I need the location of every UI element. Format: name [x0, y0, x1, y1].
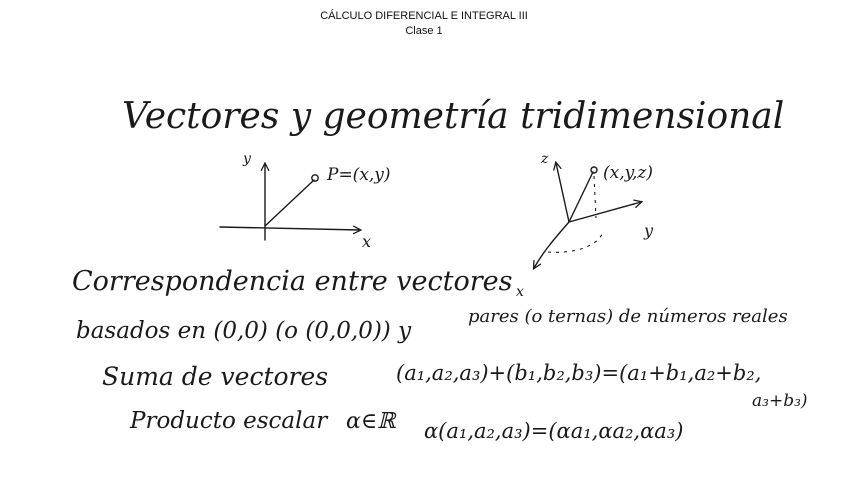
- note-line-producto: Producto escalar: [130, 408, 328, 434]
- position-vector-3d: [569, 172, 593, 222]
- note-line-suma-formula: (a₁,a₂,a₃)+(b₁,b₂,b₃)=(a₁+b₁,a₂+b₂,: [396, 361, 762, 385]
- z-label-3d: z: [541, 151, 549, 167]
- position-vector-2d: [265, 180, 314, 226]
- height-dashed: [594, 176, 596, 218]
- note-line-suma: Suma de vectores: [102, 362, 329, 391]
- point-label-3d: (x,y,z): [603, 163, 653, 183]
- note-line-pares: pares (o ternas) de números reales: [468, 306, 788, 327]
- z-axis-3d: [556, 163, 569, 222]
- projection-dashed: [548, 232, 603, 252]
- point-p: [312, 175, 318, 181]
- note-line-correspondencia: Correspondencia entre vectores: [72, 266, 513, 297]
- x-axis-2d: [220, 227, 360, 230]
- notes-title: Vectores y geometría tridimensional: [122, 96, 785, 137]
- note-line-producto-formula: α(a₁,a₂,a₃)=(αa₁,αa₂,αa₃): [424, 419, 684, 443]
- note-line-basados: basados en (0,0) (o (0,0,0)) y: [76, 318, 412, 344]
- y-axis-3d: [569, 202, 641, 222]
- y-label-3d: y: [644, 221, 654, 240]
- diagram-3d: [516, 151, 654, 300]
- course-title: CÁLCULO DIFERENCIAL E INTEGRAL III: [320, 10, 528, 22]
- point-xyz: [591, 167, 597, 173]
- x-axis-3d: [534, 222, 569, 268]
- x-label-3d: x: [516, 284, 524, 300]
- point-label-2d: P=(x,y): [327, 165, 391, 185]
- class-label: Clase 1: [405, 25, 443, 37]
- note-line-suma-cont: a₃+b₃): [752, 391, 808, 411]
- x-label-2d: x: [362, 232, 372, 251]
- note-line-alpha-real: α∈ℝ: [346, 409, 396, 434]
- y-label-2d: y: [243, 151, 251, 167]
- diagram-2d: [220, 151, 391, 251]
